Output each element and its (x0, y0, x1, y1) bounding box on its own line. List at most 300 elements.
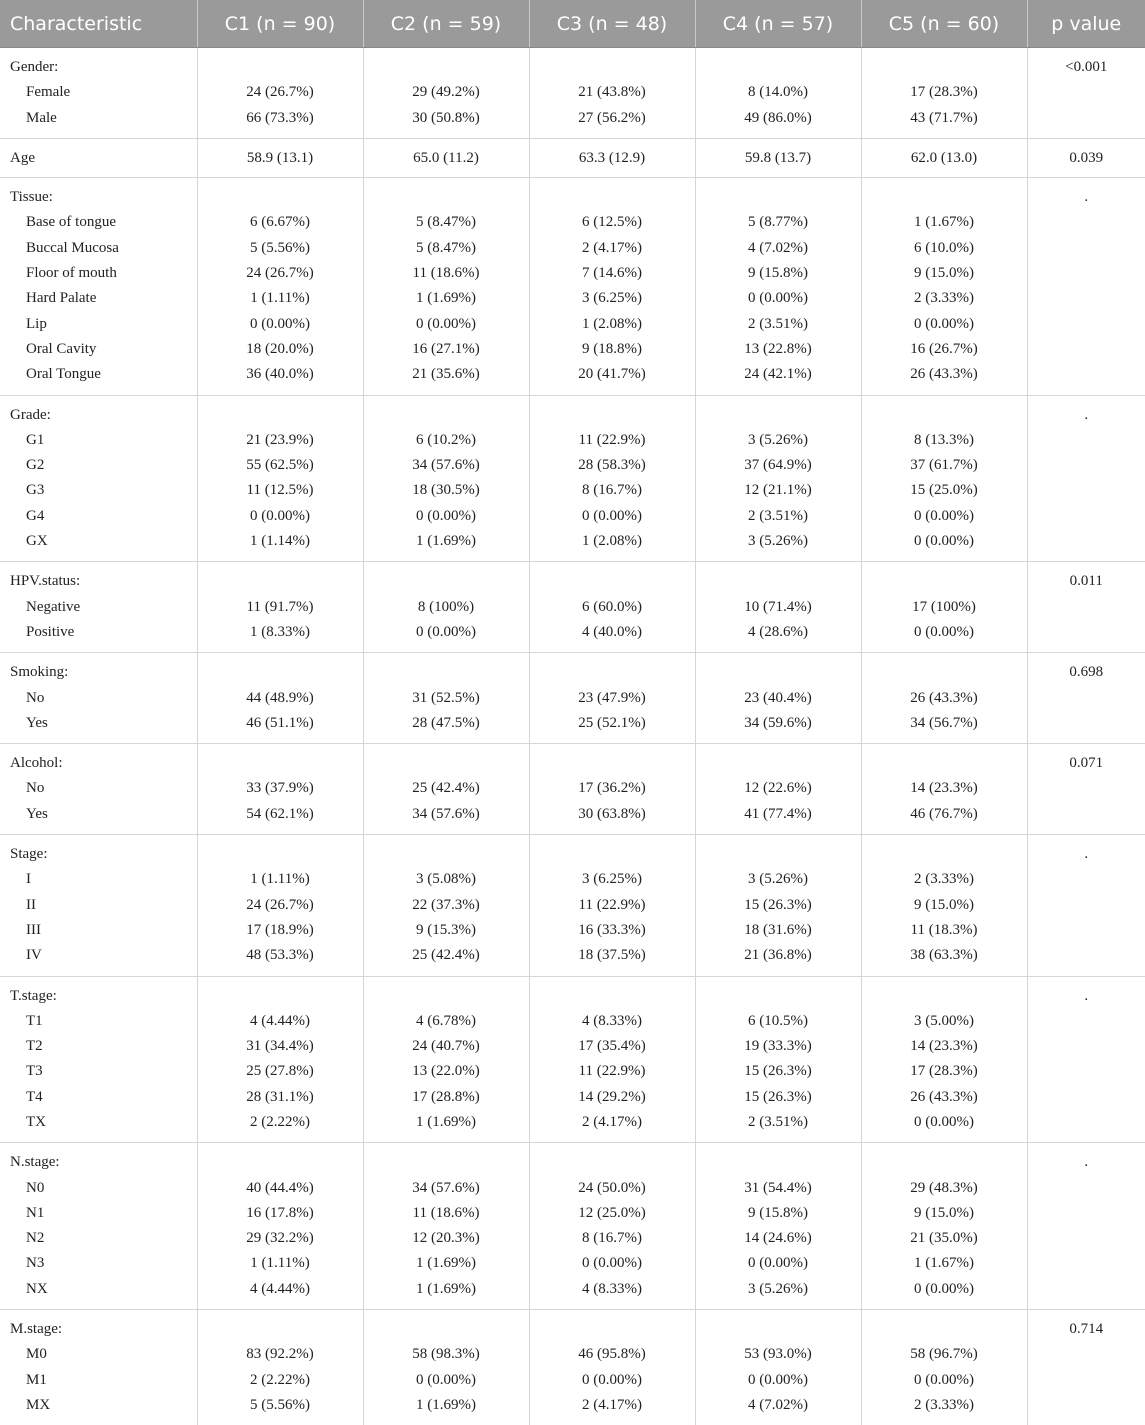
spacer (198, 842, 363, 867)
value: 1 (1.11%) (198, 867, 363, 892)
sub-label: I (0, 867, 197, 892)
value: 18 (31.6%) (696, 918, 861, 943)
value: 6 (10.0%) (862, 236, 1027, 261)
sub-label: Male (0, 106, 197, 131)
value: 18 (37.5%) (530, 943, 695, 968)
sub-label: IV (0, 943, 197, 968)
header-c4: C4 (n = 57) (695, 0, 861, 48)
value: 6 (60.0%) (530, 595, 695, 620)
value: 0 (0.00%) (696, 1368, 861, 1393)
value-cell-c4 (695, 562, 861, 653)
value-cell-c1 (197, 178, 363, 395)
value: 46 (95.8%) (530, 1342, 695, 1367)
p-value: 0.011 (1028, 569, 1145, 594)
table-row (0, 744, 1145, 835)
value: 1 (1.67%) (862, 210, 1027, 235)
value: 41 (77.4%) (696, 802, 861, 827)
value-cell-c1 (197, 976, 363, 1143)
value: 12 (25.0%) (530, 1201, 695, 1226)
value: 8 (14.0%) (696, 80, 861, 105)
value-cell-c1 (197, 562, 363, 653)
value-cell-c2 (363, 395, 529, 562)
value-cell-c1 (197, 1310, 363, 1425)
value: 2 (4.17%) (530, 1110, 695, 1135)
spacer (198, 55, 363, 80)
value: 4 (40.0%) (530, 620, 695, 645)
value: 10 (71.4%) (696, 595, 861, 620)
group-label: Smoking: (0, 660, 197, 685)
p-value-cell (1027, 1310, 1145, 1425)
value: 46 (76.7%) (862, 802, 1027, 827)
sub-label: Buccal Mucosa (0, 236, 197, 261)
value: 54 (62.1%) (198, 802, 363, 827)
table-body (0, 48, 1145, 1425)
value: 21 (23.9%) (198, 428, 363, 453)
value: 1 (1.69%) (364, 1251, 529, 1276)
spacer (862, 984, 1027, 1009)
value: 49 (86.0%) (696, 106, 861, 131)
value: 0 (0.00%) (696, 286, 861, 311)
value: 21 (35.0%) (862, 1226, 1027, 1251)
value: 25 (42.4%) (364, 943, 529, 968)
value: 4 (4.44%) (198, 1277, 363, 1302)
group-label: Gender: (0, 55, 197, 80)
sub-label: G1 (0, 428, 197, 453)
value: 22 (37.3%) (364, 893, 529, 918)
value: 11 (18.6%) (364, 1201, 529, 1226)
value: 12 (21.1%) (696, 478, 861, 503)
spacer (530, 403, 695, 428)
sub-label: TX (0, 1110, 197, 1135)
spacer (530, 842, 695, 867)
value-cell-c2 (363, 1310, 529, 1425)
value: 63.3 (12.9) (530, 146, 695, 171)
value: 34 (59.6%) (696, 711, 861, 736)
value-cell-c3 (529, 1310, 695, 1425)
header-c2: C2 (n = 59) (363, 0, 529, 48)
characteristic-cell (0, 1310, 197, 1425)
group-label: T.stage: (0, 984, 197, 1009)
spacer (198, 984, 363, 1009)
value: 23 (47.9%) (530, 686, 695, 711)
spacer (530, 660, 695, 685)
sub-label: T4 (0, 1085, 197, 1110)
value: 11 (18.6%) (364, 261, 529, 286)
value-cell-c3 (529, 395, 695, 562)
value: 3 (5.26%) (696, 529, 861, 554)
value: 17 (28.3%) (862, 80, 1027, 105)
value: 24 (26.7%) (198, 893, 363, 918)
characteristic-cell (0, 395, 197, 562)
p-value: 0.071 (1028, 751, 1145, 776)
spacer (198, 660, 363, 685)
sub-label: G2 (0, 453, 197, 478)
table-row (0, 835, 1145, 976)
value: 9 (15.0%) (862, 261, 1027, 286)
spacer (862, 660, 1027, 685)
value: 8 (13.3%) (862, 428, 1027, 453)
value: 4 (8.33%) (530, 1277, 695, 1302)
value: 0 (0.00%) (364, 1368, 529, 1393)
value: 1 (1.14%) (198, 529, 363, 554)
value: 4 (28.6%) (696, 620, 861, 645)
value: 0 (0.00%) (530, 1368, 695, 1393)
value: 66 (73.3%) (198, 106, 363, 131)
value: 15 (26.3%) (696, 1059, 861, 1084)
spacer (198, 751, 363, 776)
spacer (862, 403, 1027, 428)
value: 31 (52.5%) (364, 686, 529, 711)
value: 15 (26.3%) (696, 1085, 861, 1110)
spacer (364, 55, 529, 80)
value: 2 (4.17%) (530, 1393, 695, 1418)
spacer (862, 751, 1027, 776)
value-cell-c5 (861, 48, 1027, 139)
value: 14 (23.3%) (862, 1034, 1027, 1059)
value-cell-c3 (529, 835, 695, 976)
value-cell-c5 (861, 178, 1027, 395)
value-cell-c1 (197, 653, 363, 744)
value: 34 (57.6%) (364, 453, 529, 478)
value: 1 (2.08%) (530, 529, 695, 554)
characteristic-cell (0, 562, 197, 653)
value: 6 (10.5%) (696, 1009, 861, 1034)
sub-label: Negative (0, 595, 197, 620)
sub-label: No (0, 776, 197, 801)
value: 11 (12.5%) (198, 478, 363, 503)
value-cell-c3 (529, 976, 695, 1143)
value-cell-c3 (529, 744, 695, 835)
characteristic-cell (0, 653, 197, 744)
p-value: 0.698 (1028, 660, 1145, 685)
value: 9 (15.8%) (696, 261, 861, 286)
group-label: Stage: (0, 842, 197, 867)
value: 11 (22.9%) (530, 893, 695, 918)
value-cell-c1 (197, 395, 363, 562)
value: 0 (0.00%) (862, 1277, 1027, 1302)
value: 1 (1.69%) (364, 1277, 529, 1302)
spacer (696, 751, 861, 776)
p-value-cell (1027, 1143, 1145, 1310)
value: 5 (5.56%) (198, 1393, 363, 1418)
value: 9 (15.3%) (364, 918, 529, 943)
table-row (0, 1143, 1145, 1310)
value: 9 (15.0%) (862, 893, 1027, 918)
value-cell-c4 (695, 395, 861, 562)
value-cell-c5 (861, 835, 1027, 976)
value: 8 (16.7%) (530, 1226, 695, 1251)
sub-label: MX (0, 1393, 197, 1418)
spacer (862, 569, 1027, 594)
header-c1: C1 (n = 90) (197, 0, 363, 48)
value: 53 (93.0%) (696, 1342, 861, 1367)
value: 29 (32.2%) (198, 1226, 363, 1251)
value: 37 (64.9%) (696, 453, 861, 478)
value: 24 (42.1%) (696, 362, 861, 387)
value-cell-c3 (529, 48, 695, 139)
value: 0 (0.00%) (530, 504, 695, 529)
value: 4 (4.44%) (198, 1009, 363, 1034)
value: 12 (22.6%) (696, 776, 861, 801)
spacer (198, 403, 363, 428)
value: 0 (0.00%) (364, 312, 529, 337)
value-cell-c4 (695, 653, 861, 744)
value: 2 (3.51%) (696, 504, 861, 529)
table-row (0, 562, 1145, 653)
value: 1 (1.69%) (364, 1393, 529, 1418)
table-header-row (0, 0, 1145, 48)
value: 48 (53.3%) (198, 943, 363, 968)
p-value: . (1028, 984, 1145, 1009)
value: 23 (40.4%) (696, 686, 861, 711)
spacer (696, 569, 861, 594)
value: 17 (18.9%) (198, 918, 363, 943)
value: 28 (47.5%) (364, 711, 529, 736)
value: 44 (48.9%) (198, 686, 363, 711)
value: 58 (98.3%) (364, 1342, 529, 1367)
p-value: . (1028, 403, 1145, 428)
value: 2 (4.17%) (530, 236, 695, 261)
value-cell-c2 (363, 835, 529, 976)
value: 1 (1.67%) (862, 1251, 1027, 1276)
characteristic-cell (0, 744, 197, 835)
value-cell-c4 (695, 976, 861, 1143)
value-cell-c2 (363, 138, 529, 177)
value-cell-c5 (861, 1310, 1027, 1425)
value: 31 (34.4%) (198, 1034, 363, 1059)
group-label: Grade: (0, 403, 197, 428)
value: 46 (51.1%) (198, 711, 363, 736)
value: 9 (15.0%) (862, 1201, 1027, 1226)
sub-label: T2 (0, 1034, 197, 1059)
value: 3 (5.08%) (364, 867, 529, 892)
value: 17 (100%) (862, 595, 1027, 620)
value: 58.9 (13.1) (198, 146, 363, 171)
value: 0 (0.00%) (198, 504, 363, 529)
group-label: Tissue: (0, 185, 197, 210)
value: 4 (7.02%) (696, 1393, 861, 1418)
sub-label: M0 (0, 1342, 197, 1367)
value-cell-c5 (861, 1143, 1027, 1310)
value: 34 (56.7%) (862, 711, 1027, 736)
group-label: Age (0, 146, 197, 171)
value: 2 (3.33%) (862, 1393, 1027, 1418)
value: 36 (40.0%) (198, 362, 363, 387)
value: 33 (37.9%) (198, 776, 363, 801)
value: 0 (0.00%) (530, 1251, 695, 1276)
value: 0 (0.00%) (696, 1251, 861, 1276)
value: 9 (15.8%) (696, 1201, 861, 1226)
table-row (0, 653, 1145, 744)
spacer (696, 660, 861, 685)
spacer (364, 984, 529, 1009)
value: 3 (6.25%) (530, 286, 695, 311)
header-c3: C3 (n = 48) (529, 0, 695, 48)
sub-label: Base of tongue (0, 210, 197, 235)
value: 17 (36.2%) (530, 776, 695, 801)
sub-label: Female (0, 80, 197, 105)
spacer (696, 55, 861, 80)
value-cell-c2 (363, 1143, 529, 1310)
value: 37 (61.7%) (862, 453, 1027, 478)
value: 1 (8.33%) (198, 620, 363, 645)
value-cell-c4 (695, 138, 861, 177)
sub-label: N0 (0, 1176, 197, 1201)
value-cell-c4 (695, 1143, 861, 1310)
value: 30 (50.8%) (364, 106, 529, 131)
value-cell-c4 (695, 744, 861, 835)
value: 34 (57.6%) (364, 1176, 529, 1201)
spacer (198, 1150, 363, 1175)
sub-label: M1 (0, 1368, 197, 1393)
value: 27 (56.2%) (530, 106, 695, 131)
value: 4 (7.02%) (696, 236, 861, 261)
value: 7 (14.6%) (530, 261, 695, 286)
sub-label: T1 (0, 1009, 197, 1034)
value: 21 (43.8%) (530, 80, 695, 105)
p-value: <0.001 (1028, 55, 1145, 80)
value-cell-c5 (861, 395, 1027, 562)
value: 1 (1.11%) (198, 1251, 363, 1276)
value: 29 (49.2%) (364, 80, 529, 105)
spacer (696, 842, 861, 867)
spacer (530, 984, 695, 1009)
value: 25 (52.1%) (530, 711, 695, 736)
value: 16 (26.7%) (862, 337, 1027, 362)
sub-label: GX (0, 529, 197, 554)
sub-label: Floor of mouth (0, 261, 197, 286)
p-value-cell (1027, 976, 1145, 1143)
characteristic-cell (0, 48, 197, 139)
value: 6 (10.2%) (364, 428, 529, 453)
value: 0 (0.00%) (862, 312, 1027, 337)
header-c5: C5 (n = 60) (861, 0, 1027, 48)
spacer (530, 55, 695, 80)
value-cell-c2 (363, 178, 529, 395)
value-cell-c5 (861, 653, 1027, 744)
value: 3 (5.00%) (862, 1009, 1027, 1034)
value: 6 (6.67%) (198, 210, 363, 235)
value: 6 (12.5%) (530, 210, 695, 235)
sub-label: Yes (0, 711, 197, 736)
value: 11 (22.9%) (530, 428, 695, 453)
value: 24 (26.7%) (198, 80, 363, 105)
spacer (364, 1317, 529, 1342)
value-cell-c5 (861, 976, 1027, 1143)
p-value-cell (1027, 138, 1145, 177)
value: 0 (0.00%) (862, 620, 1027, 645)
spacer (198, 569, 363, 594)
value-cell-c4 (695, 178, 861, 395)
sub-label: Lip (0, 312, 197, 337)
group-label: HPV.status: (0, 569, 197, 594)
table-row (0, 48, 1145, 139)
value: 19 (33.3%) (696, 1034, 861, 1059)
group-label: Alcohol: (0, 751, 197, 776)
value: 83 (92.2%) (198, 1342, 363, 1367)
sub-label: N1 (0, 1201, 197, 1226)
value-cell-c2 (363, 653, 529, 744)
value: 2 (3.33%) (862, 867, 1027, 892)
header-p-value: p value (1027, 0, 1145, 48)
sub-label: G3 (0, 478, 197, 503)
value-cell-c3 (529, 1143, 695, 1310)
value: 3 (5.26%) (696, 428, 861, 453)
value: 16 (27.1%) (364, 337, 529, 362)
sub-label: Positive (0, 620, 197, 645)
p-value-cell (1027, 178, 1145, 395)
value: 11 (22.9%) (530, 1059, 695, 1084)
table-row (0, 1310, 1145, 1425)
value-cell-c4 (695, 48, 861, 139)
value: 30 (63.8%) (530, 802, 695, 827)
group-label: N.stage: (0, 1150, 197, 1175)
spacer (364, 569, 529, 594)
p-value-cell (1027, 48, 1145, 139)
spacer (862, 842, 1027, 867)
spacer (530, 1317, 695, 1342)
value: 0 (0.00%) (862, 1368, 1027, 1393)
characteristic-cell (0, 835, 197, 976)
sub-label: NX (0, 1277, 197, 1302)
value: 24 (50.0%) (530, 1176, 695, 1201)
spacer (862, 55, 1027, 80)
value-cell-c2 (363, 744, 529, 835)
value: 25 (42.4%) (364, 776, 529, 801)
value: 8 (16.7%) (530, 478, 695, 503)
value: 26 (43.3%) (862, 1085, 1027, 1110)
p-value: 0.039 (1028, 146, 1145, 171)
value: 2 (3.51%) (696, 1110, 861, 1135)
value: 0 (0.00%) (364, 620, 529, 645)
value: 4 (6.78%) (364, 1009, 529, 1034)
spacer (364, 403, 529, 428)
spacer (364, 185, 529, 210)
value-cell-c5 (861, 138, 1027, 177)
value: 20 (41.7%) (530, 362, 695, 387)
sub-label: N3 (0, 1251, 197, 1276)
sub-label: Hard Palate (0, 286, 197, 311)
value: 59.8 (13.7) (696, 146, 861, 171)
value-cell-c2 (363, 976, 529, 1143)
value: 3 (6.25%) (530, 867, 695, 892)
p-value: . (1028, 842, 1145, 867)
value-cell-c2 (363, 562, 529, 653)
p-value: 0.714 (1028, 1317, 1145, 1342)
spacer (862, 1150, 1027, 1175)
sub-label: Yes (0, 802, 197, 827)
value: 3 (5.26%) (696, 867, 861, 892)
sub-label: II (0, 893, 197, 918)
value: 24 (40.7%) (364, 1034, 529, 1059)
value: 3 (5.26%) (696, 1277, 861, 1302)
value: 17 (28.3%) (862, 1059, 1027, 1084)
value: 1 (1.69%) (364, 1110, 529, 1135)
spacer (696, 403, 861, 428)
value: 17 (35.4%) (530, 1034, 695, 1059)
value: 5 (8.47%) (364, 210, 529, 235)
sub-label: T3 (0, 1059, 197, 1084)
value: 9 (18.8%) (530, 337, 695, 362)
table-row (0, 976, 1145, 1143)
characteristic-cell (0, 178, 197, 395)
value: 0 (0.00%) (862, 504, 1027, 529)
value: 1 (1.69%) (364, 529, 529, 554)
characteristic-cell (0, 1143, 197, 1310)
table-row (0, 138, 1145, 177)
value-cell-c1 (197, 744, 363, 835)
value: 26 (43.3%) (862, 686, 1027, 711)
